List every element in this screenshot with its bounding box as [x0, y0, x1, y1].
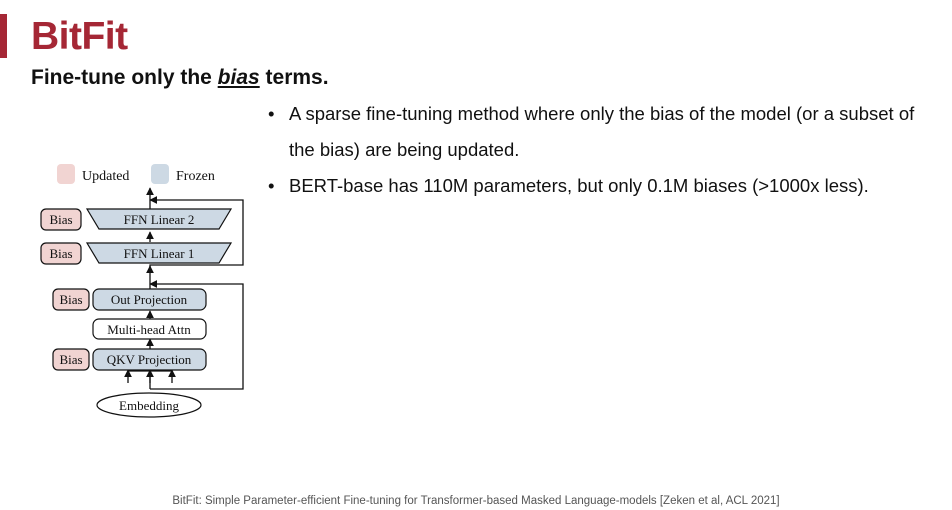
legend-frozen-swatch [151, 164, 169, 184]
bias-ffn2-label: Bias [49, 212, 73, 227]
bias-ffn1-label: Bias [49, 246, 73, 261]
out-projection-label: Out Projection [110, 292, 188, 307]
subtitle-prefix: Fine-tune only the [31, 66, 218, 89]
legend-frozen-label: Frozen [176, 169, 215, 184]
bias-qkv-projection-label: Bias [59, 352, 83, 367]
bullet-item: • A sparse fine-tuning method where only the bias of the model (or a subset of the bias) are being updated. [266, 96, 926, 168]
subtitle-emphasis: bias [217, 66, 260, 89]
title-accent-bar [0, 14, 7, 58]
slide-title: BitFit [31, 15, 128, 58]
qkv-projection-label: QKV Projection [106, 352, 192, 367]
legend-updated-label: Updated [82, 169, 130, 184]
legend-updated-swatch [57, 164, 75, 184]
bullet-list [266, 96, 926, 204]
bias-out-projection-label: Bias [59, 292, 83, 307]
ffn-linear-1-label: FFN Linear 1 [123, 246, 195, 261]
subtitle-suffix: terms. [259, 66, 329, 89]
slide-subtitle [31, 64, 329, 92]
ffn-linear-2-label: FFN Linear 2 [123, 212, 195, 227]
embedding-label: Embedding [119, 398, 179, 413]
citation-footnote: BitFit: Simple Parameter-efficient Fine-tuning for Transformer-based Masked Language-models [Zeken et al, ACL 2021] [172, 495, 780, 507]
multi-head-attn-label: Multi-head Attn [107, 322, 191, 337]
bullet-item: • BERT-base has 110M parameters, but only 0.1M biases (>1000x less). [266, 168, 926, 204]
bitfit-architecture-diagram [36, 155, 256, 425]
